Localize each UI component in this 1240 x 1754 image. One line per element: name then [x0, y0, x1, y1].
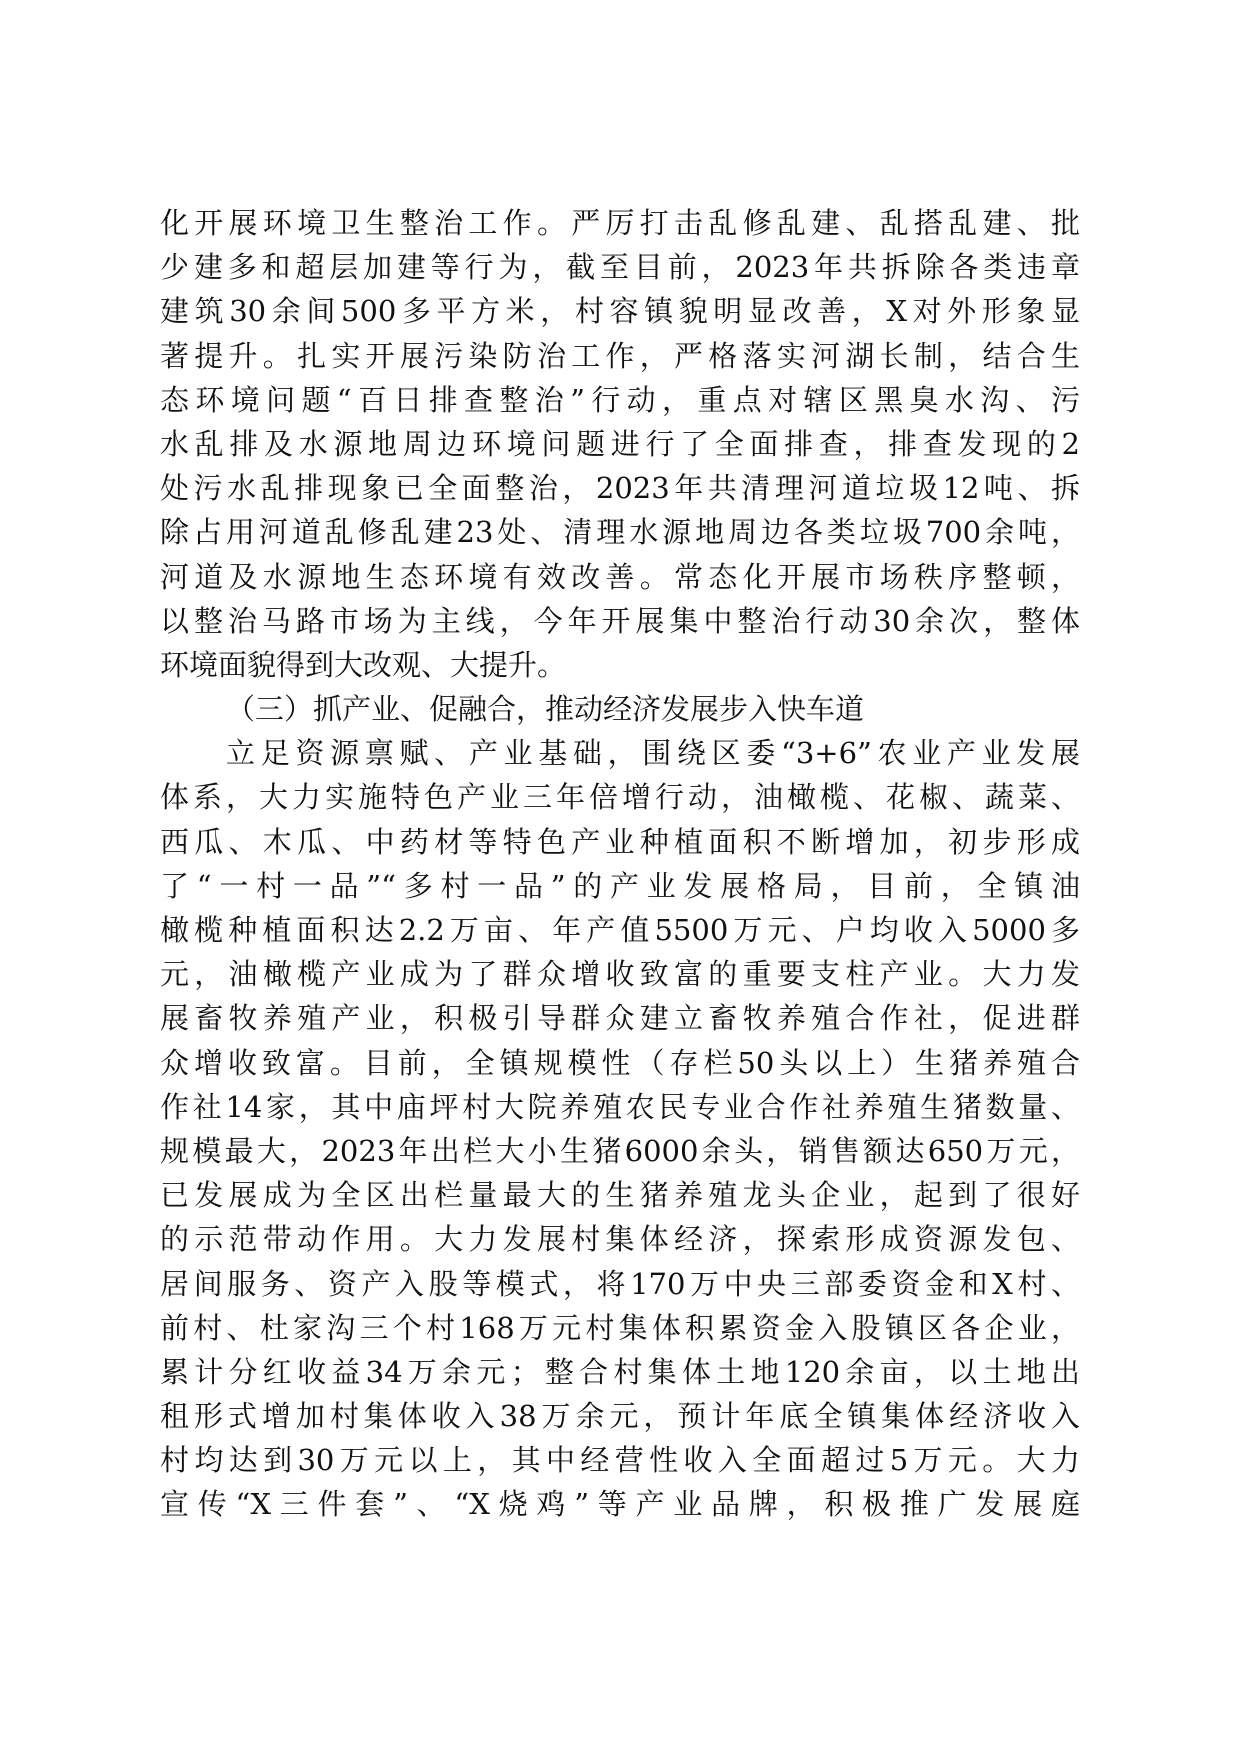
text-line: 众增收致富。目前，全镇规模性（存栏50头以上）生猪养殖合 — [160, 1045, 1080, 1080]
text-line: 作社14家，其中庙坪村大院养殖农民专业合作社养殖生猪数量、 — [160, 1089, 1080, 1124]
text-line: 建筑30余间500多平方米，村容镇貌明显改善，X对外形象显 — [160, 294, 1080, 329]
text-line: 橄榄种植面积达2.2万亩、年产值5500万元、户均收入5000多 — [160, 913, 1080, 947]
text-line: 累计分红收益34万余元；整合村集体土地120余亩，以土地出 — [160, 1354, 1080, 1389]
text-line: 立足资源禀赋、产业基础，围绕区委“3+6”农业产业发展 — [226, 736, 1080, 771]
text-line: 体系，大力实施特色产业三年倍增行动，油橄榄、花椒、蔬菜、 — [160, 780, 1080, 815]
text-line: 宣传“X三件套”、“X烧鸡”等产业品牌，积极推广发展庭 — [160, 1487, 1080, 1522]
text-line: 除占用河道乱修乱建23处、清理水源地周边各类垃圾700余吨， — [160, 515, 1080, 550]
text-line: 环境面貌得到大改观、大提升。 — [160, 647, 567, 682]
text-line: 前村、杜家沟三个村168万元村集体积累资金入股镇区各企业， — [160, 1310, 1080, 1345]
text-line: 态环境问题“百日排查整治”行动，重点对辖区黑臭水沟、污 — [160, 382, 1080, 417]
text-line: 租形式增加村集体收入38万余元，预计年底全镇集体经济收入 — [160, 1399, 1080, 1434]
text-line: 著提升。扎实开展污染防治工作，严格落实河湖长制，结合生 — [160, 338, 1080, 373]
section-heading: （三）抓产业、促融合，推动经济发展步入快车道 — [226, 692, 865, 727]
text-line: 以整治马路市场为主线，今年开展集中整治行动30余次，整体 — [160, 603, 1080, 638]
text-line: 水乱排及水源地周边环境问题进行了全面排查，排查发现的2 — [160, 426, 1080, 461]
text-line: 化开展环境卫生整治工作。严厉打击乱修乱建、乱搭乱建、批 — [160, 206, 1080, 240]
text-line: 少建多和超层加建等行为，截至目前，2023年共拆除各类违章 — [160, 250, 1080, 285]
text-line: 居间服务、资产入股等模式，将170万中央三部委资金和X村、 — [160, 1266, 1080, 1301]
text-line: 西瓜、木瓜、中药材等特色产业种植面积不断增加，初步形成 — [160, 824, 1080, 859]
text-line: 了“一村一品”“多村一品”的产业发展格局，目前，全镇油 — [160, 868, 1080, 903]
text-line: 河道及水源地生态环境有效改善。常态化开展市场秩序整顿， — [160, 559, 1080, 594]
paragraph-industry — [160, 731, 1080, 1526]
text-line: 村均达到30万元以上，其中经营性收入全面超过5万元。大力 — [160, 1443, 1080, 1478]
paragraph-environment — [160, 201, 1080, 687]
text-line: 展畜牧养殖产业，积极引导群众建立畜牧养殖合作社，促进群 — [160, 1001, 1080, 1036]
text-line: 处污水乱排现象已全面整治，2023年共清理河道垃圾12吨、拆 — [160, 471, 1080, 506]
text-line: 规模最大，2023年出栏大小生猪6000余头，销售额达650万元， — [160, 1133, 1080, 1168]
text-line: 元，油橄榄产业成为了群众增收致富的重要支柱产业。大力发 — [160, 957, 1080, 992]
document-body — [160, 201, 1080, 1527]
text-line: 的示范带动作用。大力发展村集体经济，探索形成资源发包、 — [160, 1222, 1080, 1257]
text-line: 已发展成为全区出栏量最大的生猪养殖龙头企业，起到了很好 — [160, 1178, 1080, 1213]
